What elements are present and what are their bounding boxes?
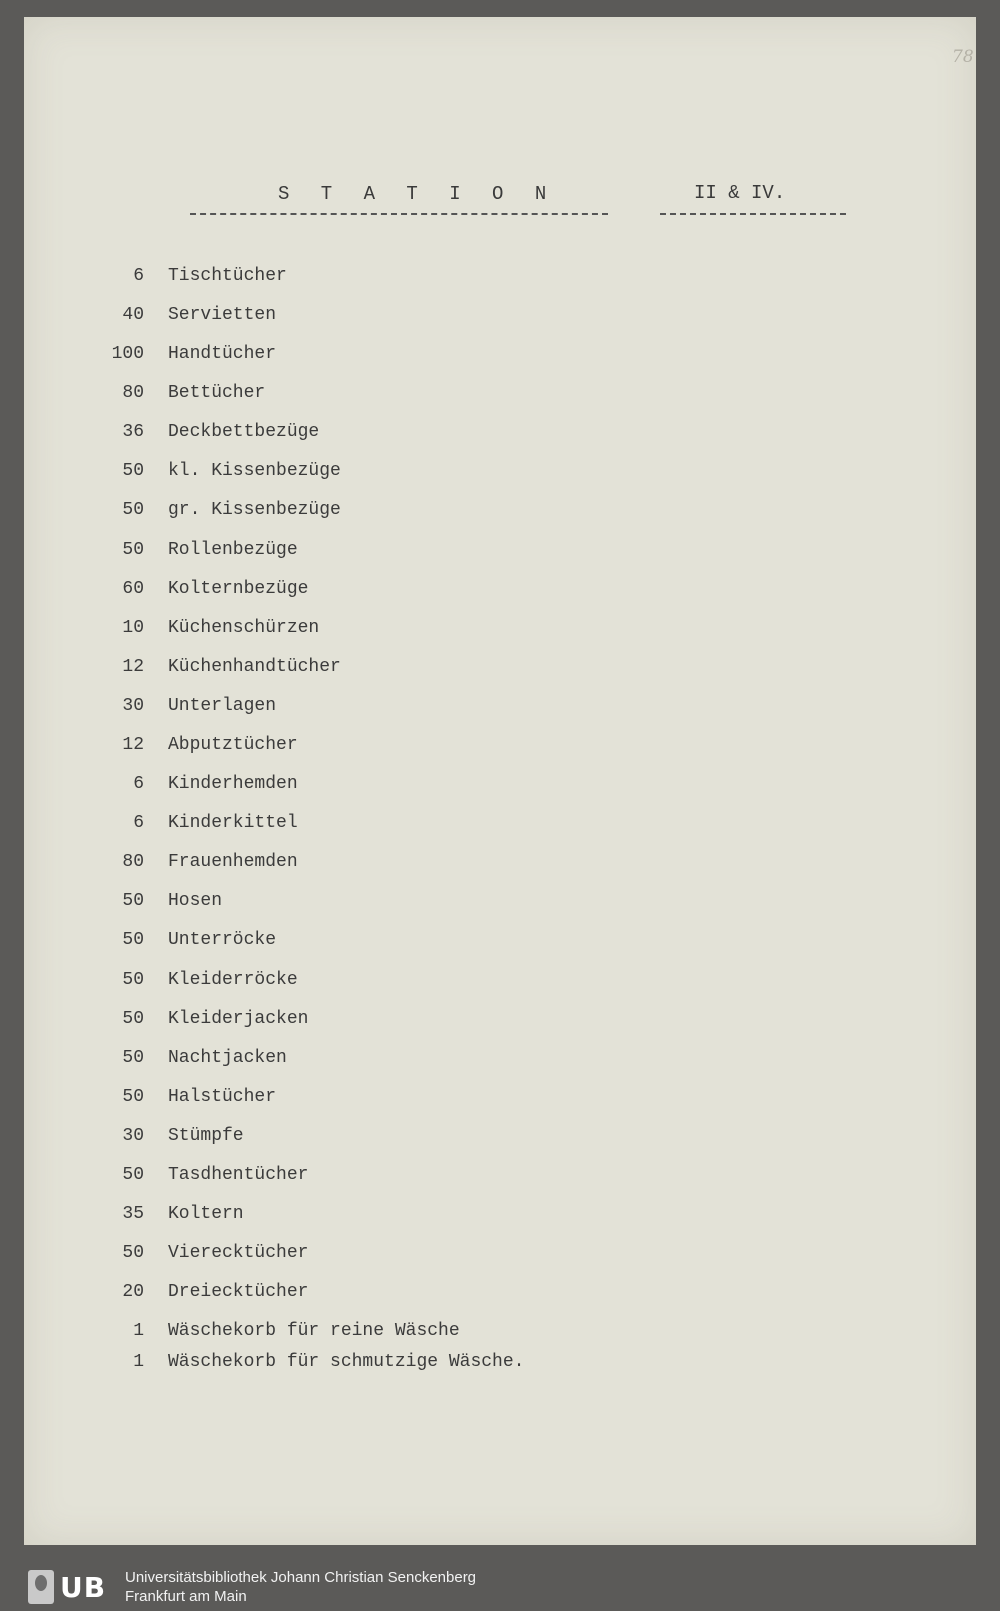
item-quantity: 6 xyxy=(133,813,144,833)
list-item xyxy=(0,1243,1000,1267)
list-item xyxy=(0,579,1000,603)
list-item xyxy=(0,774,1000,798)
list-item xyxy=(0,305,1000,329)
item-quantity: 40 xyxy=(122,305,144,325)
list-item xyxy=(0,618,1000,642)
item-name: Unterlagen xyxy=(168,696,277,716)
item-quantity: 12 xyxy=(122,735,144,755)
footer-bar xyxy=(0,1561,1000,1611)
list-item xyxy=(0,1087,1000,1111)
list-item xyxy=(0,461,1000,485)
item-quantity: 50 xyxy=(122,970,144,990)
item-name: Nachtjacken xyxy=(168,1048,287,1068)
item-name: Kolternbezüge xyxy=(168,579,309,599)
item-name: Vierecktücher xyxy=(168,1243,309,1263)
item-quantity: 10 xyxy=(122,618,144,638)
logo-text: UB xyxy=(60,1570,107,1604)
portrait-icon xyxy=(28,1570,54,1604)
item-quantity: 80 xyxy=(122,383,144,403)
list-item xyxy=(0,1321,1000,1345)
item-name: Küchenhandtücher xyxy=(168,657,341,677)
item-quantity: 20 xyxy=(122,1282,144,1302)
item-name: Tischtücher xyxy=(168,266,287,286)
institution-line-1: Universitätsbibliothek Johann Christian Senckenberg xyxy=(125,1569,477,1586)
item-quantity: 6 xyxy=(133,774,144,794)
list-item xyxy=(0,1048,1000,1072)
list-item xyxy=(0,540,1000,564)
list-item xyxy=(0,1126,1000,1150)
list-item xyxy=(0,970,1000,994)
item-name: Deckbettbezüge xyxy=(168,422,320,442)
list-item xyxy=(0,696,1000,720)
item-name: Kleiderröcke xyxy=(168,970,298,990)
item-quantity: 50 xyxy=(122,500,144,520)
item-quantity: 1 xyxy=(133,1321,144,1341)
item-name: Wäschekorb für schmutzige Wäsche. xyxy=(168,1352,525,1372)
item-quantity: 80 xyxy=(122,852,144,872)
item-quantity: 1 xyxy=(133,1352,144,1372)
item-quantity: 50 xyxy=(122,1087,144,1107)
item-name: kl. Kissenbezüge xyxy=(168,461,341,481)
item-name: Kinderhemden xyxy=(168,774,298,794)
item-name: Hosen xyxy=(168,891,223,911)
list-item xyxy=(0,852,1000,876)
item-name: Unterröcke xyxy=(168,930,277,950)
item-name: Abputztücher xyxy=(168,735,298,755)
library-logo xyxy=(28,1570,114,1604)
item-quantity: 50 xyxy=(122,461,144,481)
item-name: Kinderkittel xyxy=(168,813,298,833)
item-quantity: 50 xyxy=(122,891,144,911)
item-name: Stümpfe xyxy=(168,1126,244,1146)
item-quantity: 100 xyxy=(111,344,144,364)
item-quantity: 30 xyxy=(122,1126,144,1146)
list-item xyxy=(0,1282,1000,1306)
item-name: Frauenhemden xyxy=(168,852,298,872)
item-name: Servietten xyxy=(168,305,277,325)
item-quantity: 50 xyxy=(122,1243,144,1263)
item-name: Rollenbezüge xyxy=(168,540,298,560)
list-item xyxy=(0,422,1000,446)
item-name: Dreiecktücher xyxy=(168,1282,309,1302)
page-number: 78 xyxy=(952,47,974,67)
heading-station-label: S T A T I O N xyxy=(278,183,557,205)
item-quantity: 6 xyxy=(133,266,144,286)
list-item xyxy=(0,735,1000,759)
list-item xyxy=(0,500,1000,524)
list-item xyxy=(0,1352,1000,1376)
institution-line-2: Frankfurt am Main xyxy=(125,1588,247,1605)
item-name: Bettücher xyxy=(168,383,266,403)
item-name: gr. Kissenbezüge xyxy=(168,500,341,520)
institution-name xyxy=(125,1568,476,1606)
list-item xyxy=(0,266,1000,290)
list-item xyxy=(0,1204,1000,1228)
item-name: Küchenschürzen xyxy=(168,618,320,638)
item-quantity: 50 xyxy=(122,1048,144,1068)
item-quantity: 36 xyxy=(122,422,144,442)
list-item xyxy=(0,1165,1000,1189)
item-quantity: 50 xyxy=(122,1165,144,1185)
item-name: Tasdhentücher xyxy=(168,1165,309,1185)
list-item xyxy=(0,1009,1000,1033)
list-item xyxy=(0,657,1000,681)
heading-station-number: II & IV. xyxy=(694,182,786,204)
item-name: Kleiderjacken xyxy=(168,1009,309,1029)
item-quantity: 50 xyxy=(122,1009,144,1029)
list-item xyxy=(0,813,1000,837)
item-quantity: 60 xyxy=(122,579,144,599)
item-quantity: 35 xyxy=(122,1204,144,1224)
item-name: Halstücher xyxy=(168,1087,277,1107)
item-name: Wäschekorb für reine Wäsche xyxy=(168,1321,460,1341)
item-quantity: 12 xyxy=(122,657,144,677)
list-item xyxy=(0,344,1000,368)
item-name: Koltern xyxy=(168,1204,244,1224)
list-item xyxy=(0,930,1000,954)
list-item xyxy=(0,383,1000,407)
item-quantity: 50 xyxy=(122,930,144,950)
list-item xyxy=(0,891,1000,915)
item-quantity: 30 xyxy=(122,696,144,716)
item-quantity: 50 xyxy=(122,540,144,560)
item-name: Handtücher xyxy=(168,344,277,364)
